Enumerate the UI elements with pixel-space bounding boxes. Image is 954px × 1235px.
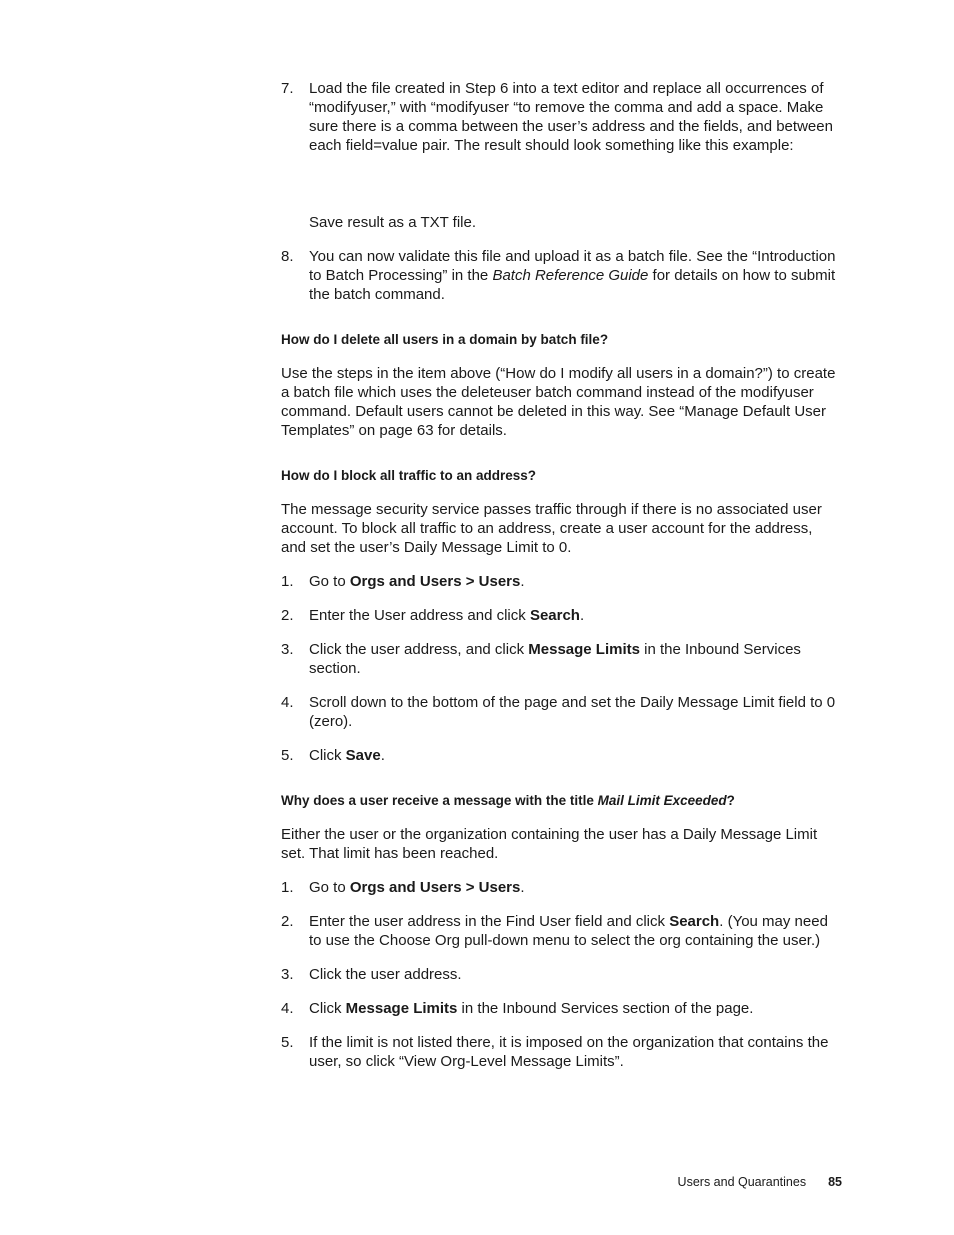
limit-step-2 <box>281 912 841 950</box>
footer-section-title: Users and Quarantines <box>677 1175 807 1189</box>
step-text-part: Go to <box>309 573 350 590</box>
step-text-part: in the Inbound Services section. <box>309 641 801 677</box>
step-text-part: . <box>380 747 385 764</box>
step-text-part: Click <box>309 1000 346 1017</box>
step-text-part: . <box>520 879 525 896</box>
step-text-part: Click the user address, and click <box>309 641 529 658</box>
heading-text: ? <box>726 793 735 808</box>
limit-step-4 <box>281 999 841 1018</box>
ui-term: Search <box>529 607 580 624</box>
page-footer <box>678 1174 842 1190</box>
ui-term: Orgs and Users > Users <box>349 879 521 896</box>
step-text <box>309 572 841 591</box>
step-number: 1. <box>281 573 294 590</box>
step-8 <box>281 247 841 304</box>
step-number: 1. <box>281 879 294 896</box>
ui-term: Message Limits <box>345 1000 458 1017</box>
step-number: 5. <box>281 747 294 764</box>
step-text <box>309 247 841 304</box>
ui-term: Search <box>669 913 720 930</box>
section-heading-delete: How do I delete all users in a domain by batch file? <box>281 332 609 347</box>
block-step-2 <box>281 606 841 625</box>
guide-title: Batch Reference Guide <box>492 267 649 284</box>
section-body-block: The message security service passes traffic through if there is no associated user account. To block all traffic to an address, create a user account for the address, and set the user’s Daily Message Limit to 0. <box>281 501 822 556</box>
step-text-part: . <box>579 607 585 624</box>
step-number: 3. <box>281 641 294 658</box>
step-text-part: Enter the user address in the Find User field and click <box>309 913 670 930</box>
step-text: Scroll down to the bottom of the page and set the Daily Message Limit field to 0 (zero). <box>309 694 836 730</box>
page-number: 85 <box>828 1175 842 1189</box>
step-text-part: . (You may need to use the Choose Org pull-down menu to select the org containing the user.) <box>309 913 828 949</box>
heading-text: Why does a user receive a message with the title <box>281 793 598 808</box>
step-text-part: Click <box>309 747 346 764</box>
section-heading-limit <box>281 792 841 810</box>
ui-term: Save <box>345 747 381 764</box>
step-text: Load the file created in Step 6 into a text editor and replace all occurrences of “modifyuser,” with “modifyuser “to remove the comma and add a space. Make sure there is a comma between the user’s address and the fields, and between each field=value pair. The result should look something like this example: <box>309 80 833 154</box>
step-number: 2. <box>281 913 294 930</box>
step-text <box>309 606 841 625</box>
section-body-delete: Use the steps in the item above (“How do I modify all users in a domain?”) to create a batch file which uses the deleteuser batch command instead of the modifyuser command. Default users cannot be deleted in this way. See “Manage Default User Templates” on page 63 for details. <box>281 365 836 439</box>
ui-term: Message Limits <box>528 641 640 658</box>
limit-step-5 <box>281 1033 841 1071</box>
step-text <box>309 999 841 1018</box>
step-text <box>309 746 841 765</box>
step-text-part: Enter the User address and click <box>309 607 530 624</box>
block-step-5 <box>281 746 841 765</box>
step-number: 5. <box>281 1034 294 1051</box>
step-text-part: in the Inbound Services section of the page. <box>457 1000 754 1017</box>
step-text: Click the user address. <box>309 966 462 983</box>
step-text <box>309 878 841 897</box>
limit-step-1 <box>281 878 841 897</box>
page-content <box>281 79 841 1071</box>
step-text-part: for details on how to submit the batch command. <box>309 267 836 303</box>
step-7 <box>281 79 841 155</box>
step-number: 4. <box>281 1000 294 1017</box>
block-step-1 <box>281 572 841 591</box>
section-body-limit: Either the user or the organization containing the user has a Daily Message Limit set. That limit has been reached. <box>281 826 818 862</box>
save-note: Save result as a TXT file. <box>309 214 477 231</box>
heading-italic-title: Mail Limit Exceeded <box>597 793 727 808</box>
step-text-part: You can now validate this file and upload it as a batch file. See the “Introduction to Batch Processing” in the <box>309 248 836 284</box>
block-step-4 <box>281 693 841 731</box>
step-number: 3. <box>281 966 294 983</box>
section-heading-block: How do I block all traffic to an address? <box>281 468 537 483</box>
step-text: If the limit is not listed there, it is imposed on the organization that contains the user, so click “View Org-Level Message Limits”. <box>309 1034 829 1070</box>
step-number: 7. <box>281 80 294 97</box>
step-text <box>309 912 841 950</box>
block-step-3 <box>281 640 841 678</box>
ui-term: Orgs and Users > Users <box>349 573 521 590</box>
step-number: 2. <box>281 607 294 624</box>
step-number: 8. <box>281 248 294 265</box>
step-text <box>309 640 841 678</box>
limit-step-3 <box>281 965 841 984</box>
step-text-part: Go to <box>309 879 350 896</box>
step-text-part: . <box>520 573 525 590</box>
step-number: 4. <box>281 694 294 711</box>
